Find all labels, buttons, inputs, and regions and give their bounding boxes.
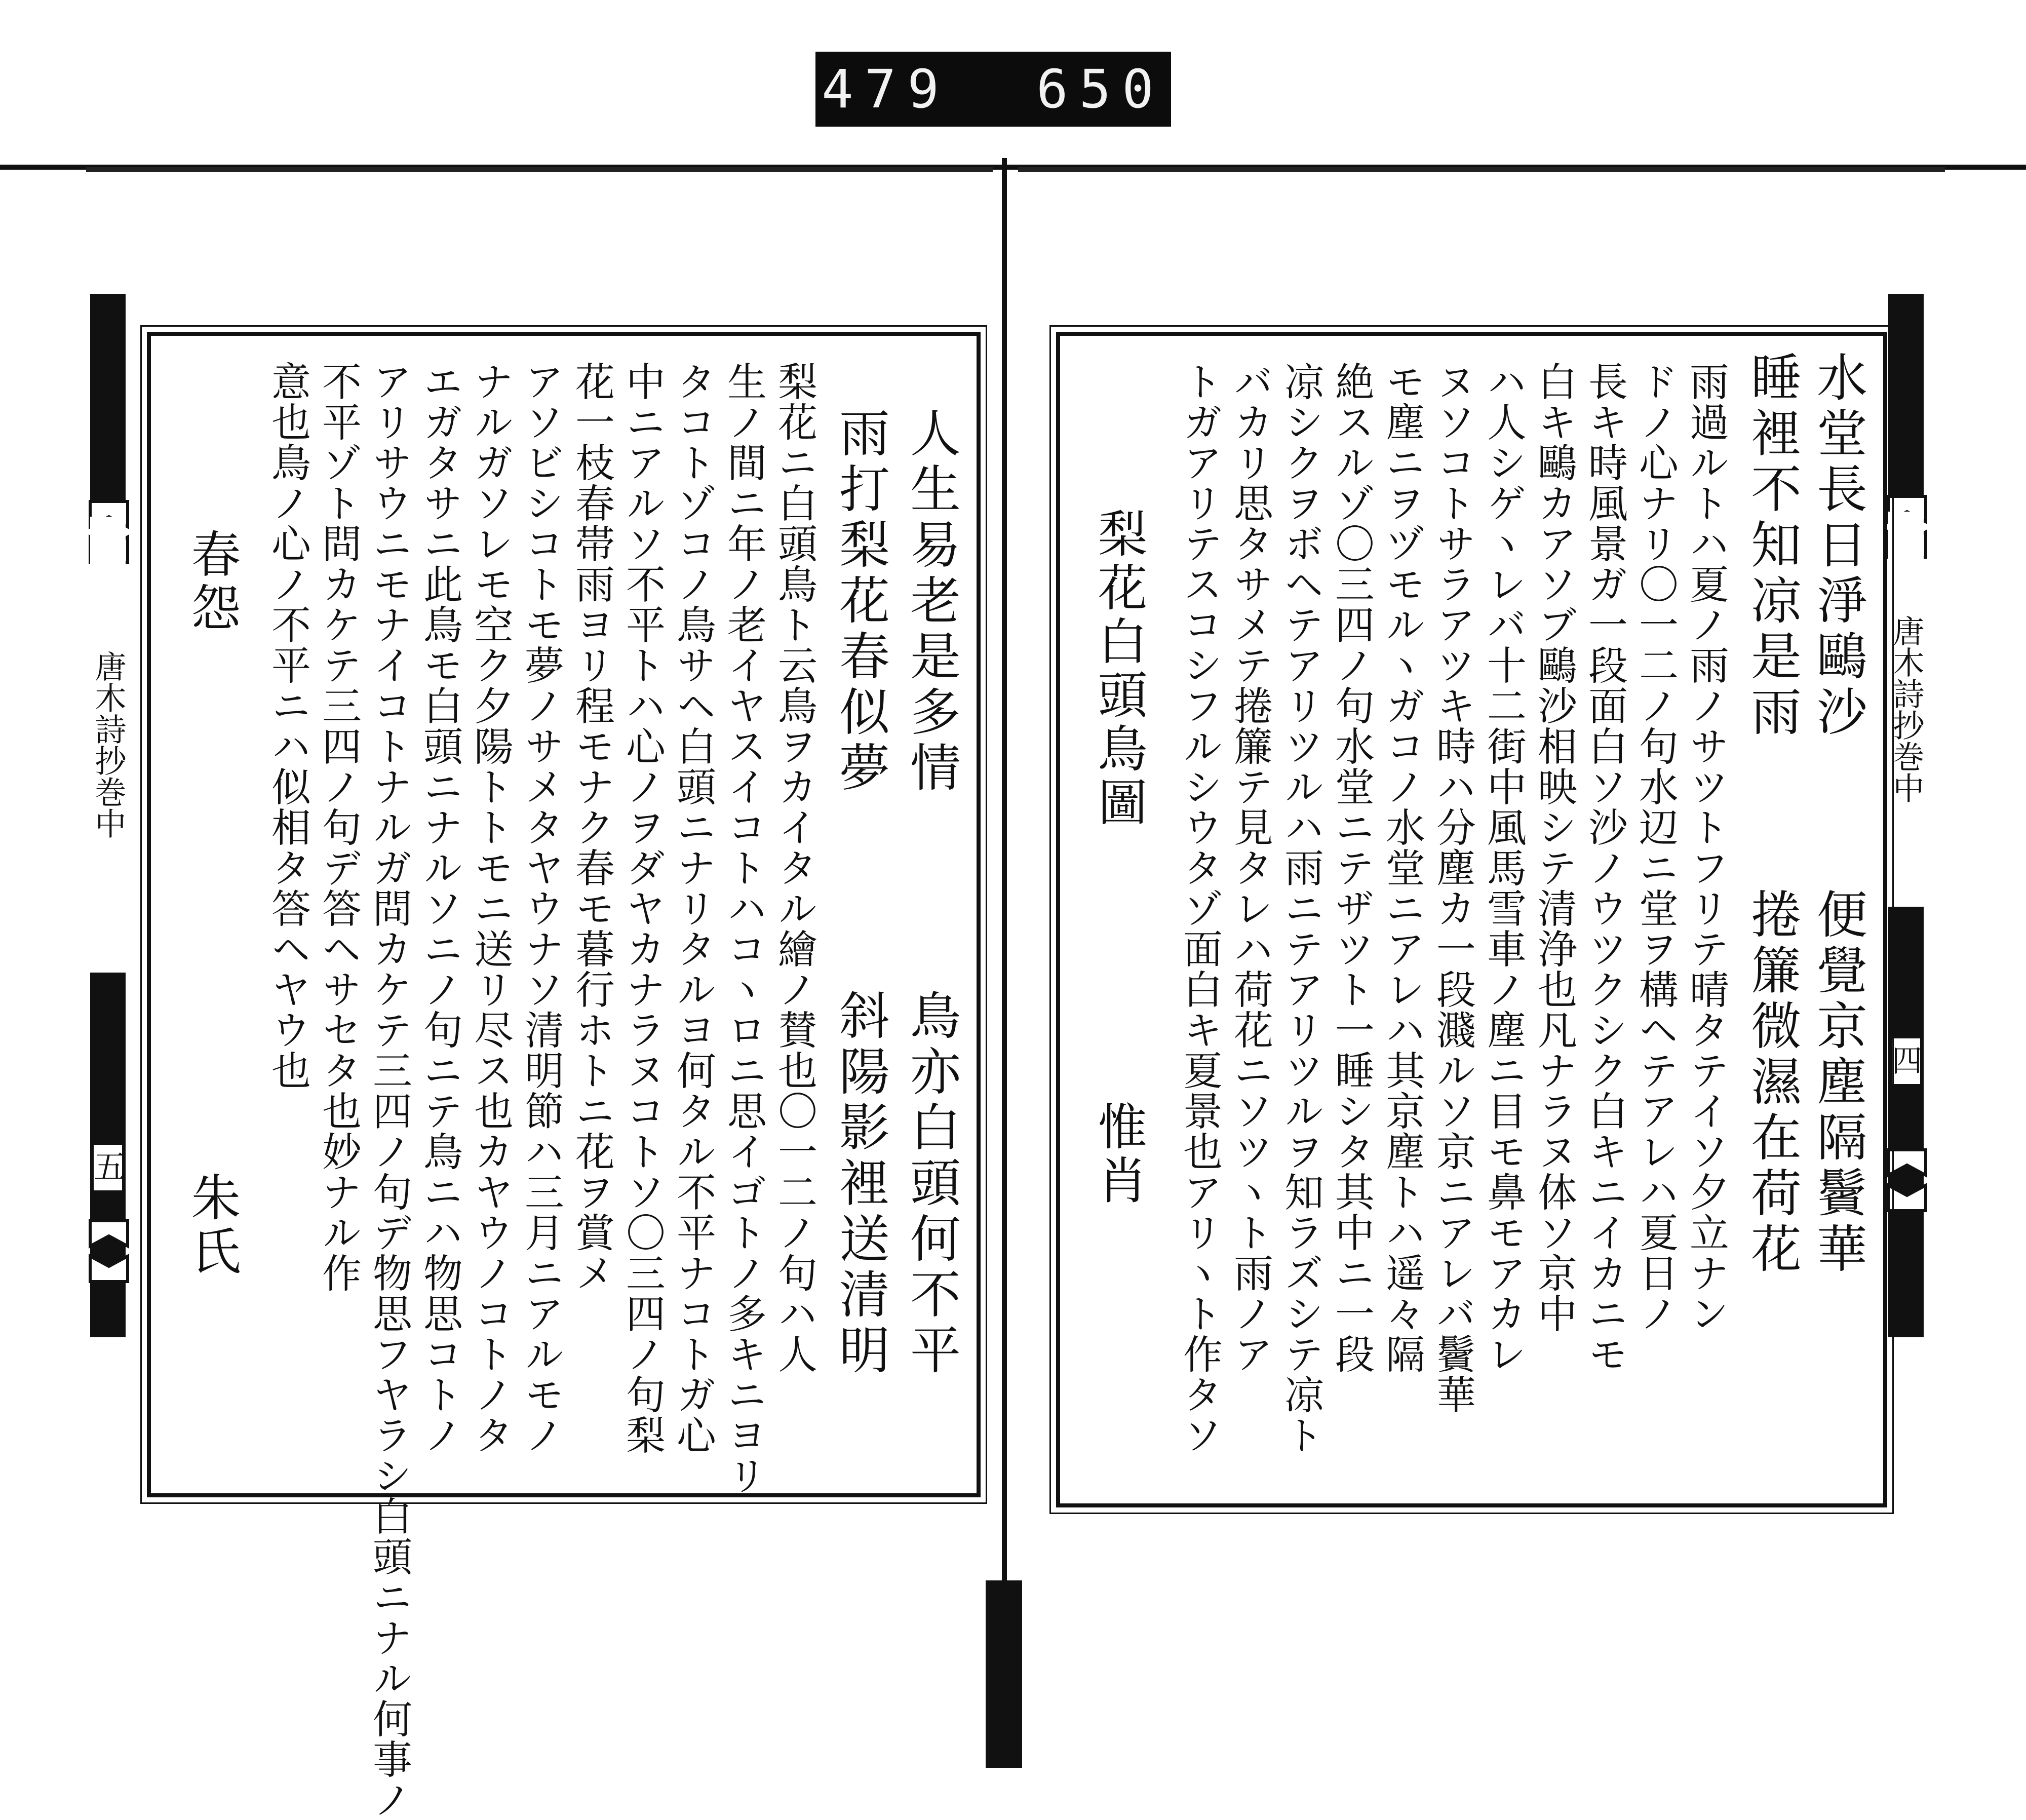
poem-line: 睡裡不知凉是雨: [1742, 351, 1802, 741]
commentary-line: 絶スルゾ〇三四ノ句水堂ニテザツト一睡シタ其中ニ一段: [1329, 361, 1374, 1374]
commentary-line: バカリ思タサメテ捲簾テ見タレハ荷花ニソツヽト雨ノア: [1227, 361, 1273, 1374]
commentary-line: ナルガソレモ空ク夕陽トトモニ送リ尽ス也カヤウノコトノタ: [467, 361, 513, 1455]
commentary-line: タコトゾコノ鳥サヘ白頭ニナリタルヨ何タル不平ナコトガ心: [670, 361, 716, 1455]
commentary-line: 凉シクヲボヘテアリツルハ雨ニテアリツルヲ知ラズシテ凉ト: [1278, 361, 1323, 1455]
commentary-line: トガアリテスコシフルシウタゾ面白キ夏景也アリヽト作タソ: [1177, 361, 1222, 1455]
binding-gutter: [1002, 158, 1007, 1678]
commentary-line: モ塵ニヲヅモルヽガコノ水堂ニアレハ其京塵トハ遥々隔: [1379, 361, 1425, 1374]
fishtail-mark-icon: [1884, 1145, 1930, 1216]
call-number-label: [815, 52, 1171, 127]
commentary-line: 不平ゾト問カケテ三四ノ句デ答ヘサセタ也妙ナル作: [316, 361, 361, 1293]
call-number-left: 479: [822, 58, 950, 120]
next-poem-title: 梨花白頭鳥圖: [1089, 508, 1147, 830]
commentary-line: ヌソコトサラアツキ時ハ分塵カ一段濺ルソ京ニアレバ鬢華: [1430, 361, 1475, 1415]
next-poem-title: 春怨: [183, 528, 241, 636]
commentary-line: 意也鳥ノ心ノ不平ニハ似相タ答ヘヤウ也: [265, 361, 310, 1091]
commentary-line: エガタサニ此鳥モ白頭ニナルソニノ句ニテ鳥ニハ物思コトノ: [417, 361, 462, 1455]
poem-line: 便覺京塵隔鬢華: [1808, 888, 1867, 1278]
left-page-frame: [147, 332, 981, 1820]
poem-line: 斜陽影裡送清明: [831, 989, 890, 1379]
binding-shadow: [986, 1580, 1022, 1768]
commentary-line: 長キ時風景ガ一段面白ソ沙ノウツクシク白キニイカニモ: [1582, 361, 1627, 1374]
poem-line: 鳥亦白頭何不平: [902, 989, 961, 1379]
next-poem-author: 惟肖: [1089, 1101, 1147, 1208]
commentary-line: 雨過ルトハ夏ノ雨ノサツトフリテ晴タテイソ夕立ナン: [1683, 361, 1729, 1334]
commentary-line: ドノ心ナリ〇一二ノ句水辺ニ堂ヲ構ヘテアレハ夏日ノ: [1632, 361, 1678, 1334]
poem-line: 水堂長日淨鷗沙: [1808, 351, 1867, 741]
fishtail-mark-icon: [86, 1216, 132, 1287]
commentary-line: 中ニアルソ不平トハ心ノヲダヤカナラヌコトソ〇三四ノ句梨: [619, 361, 665, 1455]
commentary-line: ハ人シゲヽレバ十二街中風馬雪車ノ塵ニ目モ鼻モアカレ: [1480, 361, 1526, 1374]
commentary-line: 梨花ニ白頭鳥ト云鳥ヲカイタル繪ノ賛也〇一二ノ句ハ人: [771, 361, 817, 1374]
left-edge-title: 唐木詩抄巻中: [90, 517, 126, 973]
next-poem-author: 朱氏: [183, 1172, 241, 1279]
right-page-frame: [1056, 332, 1887, 1507]
right-folio-number: 四: [1892, 1038, 1920, 1084]
left-folio-number: 五: [94, 1145, 122, 1190]
poem-line: 雨打梨花春似夢: [831, 407, 890, 797]
poem-line: 人生易老是多情: [902, 407, 961, 797]
poem-line: 捲簾微濕在荷花: [1742, 888, 1802, 1278]
commentary-line: 生ノ間ニ年ノ老イヤスイコトハコヽロニ思イゴトノ多キニヨリ: [721, 361, 766, 1496]
commentary-line: アソビシコトモ夢ノサメタヤウナソ清明節ハ三月ニアルモノ: [518, 361, 564, 1455]
commentary-line: 花一枝春帯雨ヨリ程モナク春モ暮行ホトニ花ヲ賞メ: [569, 361, 614, 1293]
right-edge-title: 唐木詩抄巻中: [1888, 512, 1924, 907]
call-number-right: 650: [1036, 58, 1165, 120]
commentary-line: 白キ鷗カアソブ鷗沙相映シテ清浄也凡ナラヌ体ソ京中: [1531, 361, 1577, 1334]
commentary-line: アリサウニモナイコトナルガ問カケテ三四ノ句デ物思フヤラシ白頭ニナル何事ノ: [366, 361, 412, 1820]
